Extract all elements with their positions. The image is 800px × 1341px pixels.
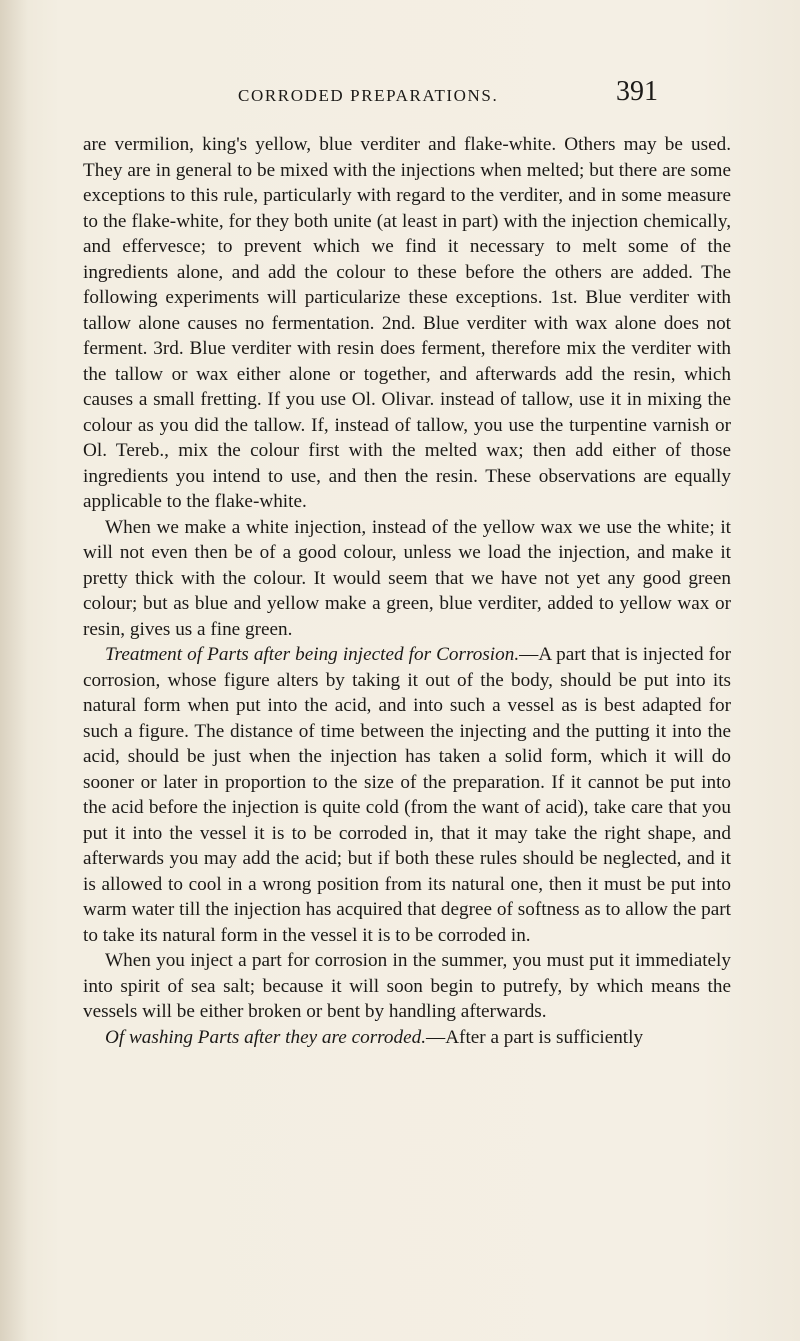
paragraph-colours: are vermilion, king's yellow, blue verditer and flake-white. Others may be used. They are in general to be mixed with the injections when melted; but there are some exceptions to this rule, particularly with regard to the verditer, and in some measure to the flake-white, for they both unite (at least in part) with the injection chemically, and effervesce; to prevent which we find it necessary to melt some of the ingredients alone, and add the colour to these before the others are added. The following experiments will particularize these exceptions. 1st. Blue verditer with tallow alone causes no fermentation. 2nd. Blue verditer with wax alone does not ferment. 3rd. Blue verditer with resin does ferment, therefore mix the verditer with the tallow or wax either alone or together, and afterwards add the resin, which causes a small fretting. If you use Ol. Olivar. instead of tallow, use it in mixing the colour as you did the tallow. If, instead of tallow, you use the turpentine varnish or Ol. Tereb., mix the colour first with the melted wax; then add either of those ingredients you intend to use, and then the resin. These observations are equally applicable to the flake-white. bbox=[83, 134, 731, 512]
section-heading-washing: Of washing Parts after they are corroded. bbox=[105, 1026, 427, 1048]
washing-text: —After a part is sufficiently bbox=[426, 1026, 644, 1048]
paragraph-white-injection: When we make a white injection, instead of the yellow wax we use the white; it will not even then be of a good colour, unless we load the injection, and make it pretty thick with the colour. It would seem that we have not yet any good green colour; but as blue and yellow make a green, blue verditer, added to yellow wax or resin, gives us a fine green. bbox=[83, 516, 731, 640]
running-head: CORRODED PREPARATIONS. bbox=[238, 86, 499, 105]
body-text bbox=[83, 132, 731, 1050]
binding-shadow bbox=[0, 0, 28, 1341]
paragraph-summer: When you inject a part for corrosion in the summer, you must put it immediately into spirit of sea salt; because it will soon begin to putrefy, by which means the vessels will be either broken or bent by handling afterwards. bbox=[83, 950, 731, 1022]
paragraph-treatment bbox=[83, 642, 731, 948]
treatment-text: —A part that is injected for corrosion, whose figure alters by taking it out of the body, should be put into its natural form when put into the acid, and into such a vessel as is best adapted for such a figure. The distance of time between the injecting and the putting it into the acid, should be just when the injection has taken a solid form, which it will do sooner or later in proportion to the size of the preparation. If it cannot be put into the acid before the injection is quite cold (from the want of acid), take care that you put it into the vessel it is to be corroded in, that it may take the right shape, and afterwards you may add the acid; but if both these rules should be neglected, and it is allowed to cool in a wrong position from its natural one, then it must be put into warm water till the injection has acquired that degree of softness as to allow the part to take its natural form in the vessel it is to be corroded in. bbox=[83, 644, 731, 946]
paragraph-washing bbox=[83, 1025, 731, 1051]
section-heading-treatment: Treatment of Parts after being injected for Corrosion. bbox=[105, 644, 520, 665]
page-number: 391 bbox=[616, 76, 658, 107]
page-header bbox=[238, 74, 658, 114]
